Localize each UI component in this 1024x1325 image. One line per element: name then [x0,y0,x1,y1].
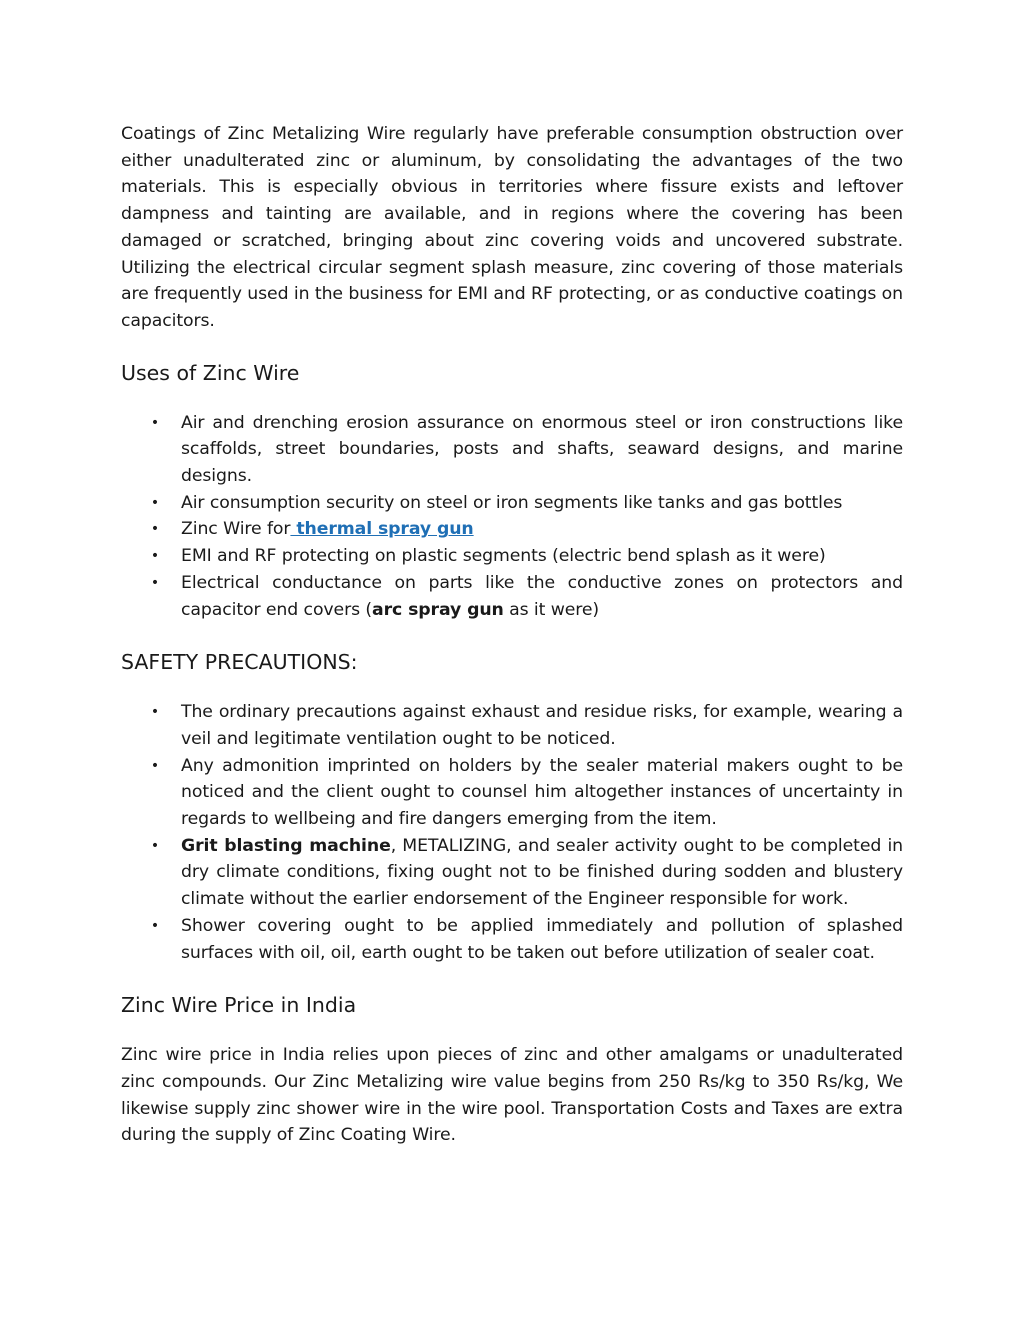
price-heading: Zinc Wire Price in India [121,993,357,1018]
list-item [121,833,903,913]
list-item [121,410,903,490]
list-item-text: Electrical conductance on parts like the conductive zones on protectors and capacitor end covers ( [181,572,903,620]
list-item-text: Air and drenching erosion assurance on enormous steel or iron constructions like scaffolds, street boundaries, posts and shafts, seaward designs, and marine designs. [181,412,903,487]
list-item [121,753,903,833]
bullet-icon: • [150,917,160,934]
list-item [121,543,903,570]
bullet-icon: • [150,548,160,565]
bullet-icon: • [150,494,160,511]
list-item-text: EMI and RF protecting on plastic segments (electric bend splash as it were) [181,546,826,567]
list-item [121,490,903,517]
safety-list [121,699,903,966]
list-item-text: Air consumption security on steel or iron segments like tanks and gas bottles [181,492,843,513]
price-paragraph: Zinc wire price in India relies upon pieces of zinc and other amalgams or unadulterated zinc compounds. Our Zinc Metalizing wire value begins from 250 Rs/kg to 350 Rs/kg, We likewise supply zinc shower wire in the wire pool. Transportation Costs and Taxes are extra during the supply of Zinc Coating Wire. [121,1045,903,1146]
list-item-text: The ordinary precautions against exhaust and residue risks, for example, wearing a veil and legitimate ventilation ought to be noticed. [181,702,903,749]
list-item [121,699,903,752]
safety-heading: SAFETY PRECAUTIONS: [121,650,358,675]
uses-heading: Uses of Zinc Wire [121,360,300,385]
bullet-icon: • [150,837,160,854]
bullet-icon: • [150,574,160,591]
bullet-icon: • [150,757,160,774]
document-page [121,121,903,1149]
bullet-icon: • [150,704,160,721]
list-item [121,570,903,623]
list-item [121,516,903,543]
list-item-text: Zinc Wire for [181,519,291,540]
list-item [121,913,903,966]
list-item-text: Any admonition imprinted on holders by the sealer material makers ought to be noticed and the client ought to counsel him altogether instances of uncertainty in regards to wellbeing and fire dangers emerging from the item. [181,755,903,830]
thermal-spray-gun-link[interactable]: thermal spray gun [290,519,474,540]
bullet-icon: • [150,414,160,431]
grit-blasting-machine-bold: Grit blasting machine [181,835,391,856]
arc-spray-gun-bold: arc spray gun [372,599,504,620]
list-item-text: Shower covering ought to be applied immediately and pollution of splashed surfaces with oil, oil, earth ought to be taken out before utilization of sealer coat. [181,915,903,963]
bullet-icon: • [150,521,160,538]
list-item-text-end: as it were) [503,599,600,620]
list-item-text-end: , METALIZING, and sealer activity ought to be completed in dry climate conditions, fixing ought not to be finished during sodden and blustery climate without the earlier endorsement of the Engineer responsible for work. [181,835,903,910]
intro-paragraph: Coatings of Zinc Metalizing Wire regularly have preferable consumption obstruction over either unadulterated zinc or aluminum, by consolidating the advantages of the two materials. This is especially obvious in territories where fissure exists and leftover dampness and tainting are available, and in regions where the covering has been damaged or scratched, bringing about zinc covering voids and uncovered substrate. Utilizing the electrical circular segment splash measure, zinc covering of those materials are frequently used in the business for EMI and RF protecting, or as conductive coatings on capacitors. [121,124,903,331]
uses-list [121,410,903,624]
